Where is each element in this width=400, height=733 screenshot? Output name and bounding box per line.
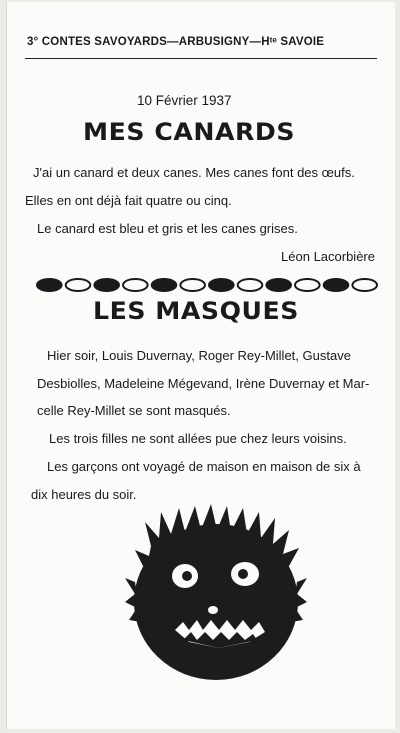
bead-solid [324,279,349,291]
bead-divider [35,276,379,294]
header-rule [25,58,377,59]
bead-hollow [238,279,263,291]
article2-line-4: Les trois filles ne sont allées pue chez leurs voisins. [49,431,347,446]
bead-hollow [352,279,377,291]
bead-solid [37,279,62,291]
bead-hollow [66,279,91,291]
article-date: 10 Février 1937 [137,93,232,108]
article1-line-2: Elles en ont déjà fait quatre ou cinq. [25,193,232,208]
article2-line-2: Desbiolles, Madeleine Mégevand, Irène Duvernay et Mar- [37,376,370,391]
article2-line-3: celle Rey-Millet se sont masqués. [37,403,231,418]
article1-signature: Léon Lacorbière [281,249,375,264]
bead-solid [266,279,291,291]
bead-solid [152,279,177,291]
bead-solid [94,279,119,291]
article-title-mes-canards: MES CANARDS [83,118,296,146]
article2-line-6: dix heures du soir. [31,487,137,502]
article2-line-1: Hier soir, Louis Duvernay, Roger Rey-Millet, Gustave [47,348,351,363]
bead-solid [209,279,234,291]
bead-hollow [123,279,148,291]
document-page [6,2,395,729]
running-header: 3° CONTES SAVOYARDS—ARBUSIGNY—Hᵗᵉ SAVOIE [27,36,325,48]
article1-line-1: J'ai un canard et deux canes. Mes canes font des œufs. [33,165,355,180]
mask-illustration-icon [123,502,309,688]
article2-line-5: Les garçons ont voyagé de maison en maison de six à [47,459,361,474]
bead-hollow [180,279,205,291]
bead-hollow [295,279,320,291]
article1-line-3: Le canard est bleu et gris et les canes grises. [37,221,298,236]
article-title-les-masques: LES MASQUES [93,297,299,325]
